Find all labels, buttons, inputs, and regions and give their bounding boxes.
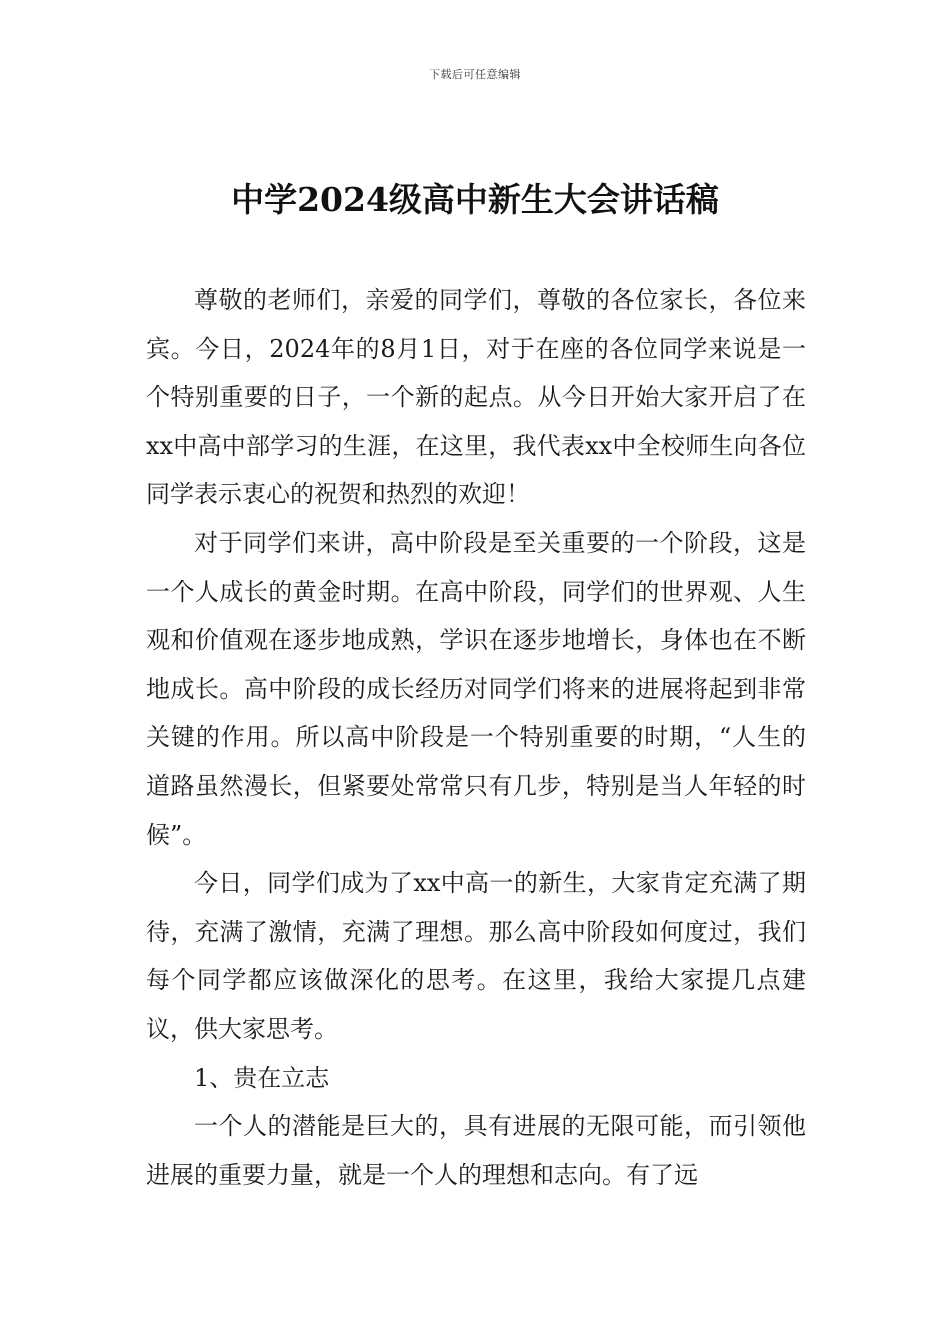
- paragraph-high-school-stage: 对于同学们来讲，高中阶段是至关重要的一个阶段，这是一个人成长的黄金时期。在高中阶段，同学们的世界观、人生观和价值观在逐步地成熟，学识在逐步地增长，身体也在不断地成长。高中阶段的成长经历对同学们将来的进展将起到非常关键的作用。所以高中阶段是一个特别重要的时期，“人生的道路虽然漫长，但紧要处常常只有几步，特别是当人年轻的时候”。: [146, 528, 806, 849]
- document-title: 中学2024级高中新生大会讲话稿: [231, 180, 719, 219]
- section-heading-1: 1、贵在立志: [194, 1063, 330, 1092]
- page-header-note: 下载后可任意编辑: [429, 68, 521, 81]
- document-body: [146, 276, 806, 1199]
- paragraph-ambition: 一个人的潜能是巨大的，具有进展的无限可能，而引领他进展的重要力量，就是一个人的理想和志向。有了远: [146, 1112, 806, 1189]
- paragraph-suggestions-intro: 今日，同学们成为了xx中高一的新生，大家肯定充满了期待，充满了激情，充满了理想。那么高中阶段如何度过，我们每个同学都应该做深化的思考。在这里，我给大家提几点建议，供大家思考。: [146, 869, 806, 1043]
- paragraph-greeting: 尊敬的老师们，亲爱的同学们，尊敬的各位家长，各位来宾。今日，2024年的8月1日，对于在座的各位同学来说是一个特别重要的日子，一个新的起点。从今日开始大家开启了在xx中高中部学习的生涯，在这里，我代表xx中全校师生向各位同学表示衷心的祝贺和热烈的欢迎！: [146, 286, 806, 509]
